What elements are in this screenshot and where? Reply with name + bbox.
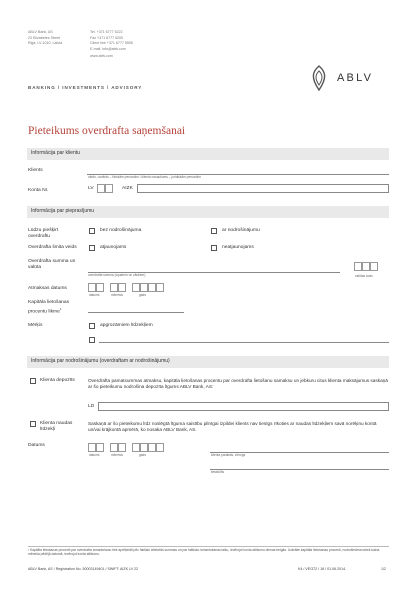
page-title: Pieteikums overdrafta saņemšanai xyxy=(28,125,186,137)
contact-line: Client line +371 6777 5555 xyxy=(90,41,133,46)
signature-hint: klienta paraksts, zīmogs xyxy=(211,453,246,457)
interest-label: Kapitāla lietošanas procentu likme$^1$ xyxy=(28,300,70,315)
contact-line: Fax +371 6777 5200 xyxy=(90,35,124,40)
signer-field[interactable] xyxy=(210,469,389,470)
date-cell[interactable] xyxy=(156,443,164,452)
date-year-hint: gads xyxy=(139,293,146,297)
other-purpose-checkbox[interactable] xyxy=(89,337,95,343)
repay-date-label: Atmaksas datums xyxy=(28,286,67,291)
date-label: Datums xyxy=(28,443,45,448)
client-hint: vārds, uzvārds – fiziskām personām / klienta nosaukums – juridiskām personām xyxy=(88,175,201,179)
renewable-checkbox[interactable] xyxy=(89,245,95,251)
section-collateral-info xyxy=(27,356,389,368)
deposit-checkbox[interactable] xyxy=(30,378,36,384)
overdraft-type-label: Lūdzu piešķirt overdraftu xyxy=(28,228,59,239)
lv-prefix: LV xyxy=(88,186,94,191)
date-month-hint: mēnesis xyxy=(111,293,123,297)
date-year-hint: gads xyxy=(139,453,146,457)
date-day-hint: datums xyxy=(89,293,100,297)
date-cell[interactable] xyxy=(118,443,126,452)
date-cell[interactable] xyxy=(132,283,140,292)
funds-label: Klienta naudas līdzekļi xyxy=(40,421,73,432)
ablv-logo-icon xyxy=(307,64,331,92)
account-cell[interactable] xyxy=(105,184,113,193)
date-cell[interactable] xyxy=(110,283,118,292)
date-cell[interactable] xyxy=(88,283,96,292)
nonrenewable-checkbox[interactable] xyxy=(211,245,217,251)
ld-label: LD xyxy=(88,404,95,409)
with-collateral-checkbox[interactable] xyxy=(211,228,217,234)
date-cell[interactable] xyxy=(132,443,140,452)
date-cell[interactable] xyxy=(96,283,104,292)
website: www.ablv.com xyxy=(90,54,113,59)
amount-label: Overdrafta summa un valūta xyxy=(28,259,76,270)
currency-cell[interactable] xyxy=(362,262,370,271)
date-month-hint: mēnesis xyxy=(111,453,123,457)
contact-line: Tel. +371 6777 5222 xyxy=(90,30,123,34)
bank-address xyxy=(28,30,62,47)
footer-left: ABLV Bank, AS / Registration No. 50003149401 / SWIFT: AIZK LV 22 xyxy=(28,567,139,571)
logo-text: ABLV xyxy=(337,72,374,84)
aizk-label: AIZK xyxy=(122,186,133,191)
address-line: Riga, LV-1010, Latvia xyxy=(28,41,63,46)
date-cell[interactable] xyxy=(148,283,156,292)
date-cell[interactable] xyxy=(110,443,118,452)
currency-hint: valūtas kods xyxy=(355,274,373,278)
deposit-agreement-input[interactable] xyxy=(98,402,389,411)
date-cell[interactable] xyxy=(156,283,164,292)
working-capital-label: apgrozāmiem līdzekļiem xyxy=(100,323,153,328)
other-purpose-field[interactable] xyxy=(99,342,389,343)
address-line: 23 Elizabetes Street xyxy=(28,35,61,40)
currency-cell[interactable] xyxy=(370,262,378,271)
currency-cell[interactable] xyxy=(354,262,362,271)
renewable-label: atjaunojams xyxy=(100,245,127,250)
section-title: Informācija par nodrošinājumu (overdraftam ar nodrošinājumu) xyxy=(31,358,170,364)
signer-hint: tiesiskībs xyxy=(211,470,225,474)
footnote: ¹ Kapitāla lietošanas procenti par overdrafta izmantošanu tiek aprēķināti pēc faktiski izlietotās summas un par faktisko izmantošanas laiku, ievērojot konta atlikumu dienas beigās. Uzkrātie kapitāla lietošanas procenti, nodrošināma tobek kaina mēneša pēdējā datumā, ievērojot konta atlikumu. xyxy=(28,548,380,557)
account-number-input[interactable] xyxy=(137,184,389,193)
bank-contacts xyxy=(90,30,133,60)
date-cell[interactable] xyxy=(118,283,126,292)
contact-line: E-mail: info@ablv.com xyxy=(90,46,126,51)
funds-text: Saskaņā ar šo pieteikumu līdz noslēgtā līguma saistību pilnīgai izpildei klients nav tiesīgs rīkoties ar naudas līdzekļiem savā norēķinu kontā un/vai krājkontā apmērā, ko nosaka ABLV Bank, AS. xyxy=(88,421,377,433)
no-collateral-label: bez nodrošinājuma xyxy=(100,228,142,233)
nonrenewable-label: neatjaunojams xyxy=(222,245,254,250)
date-cell[interactable] xyxy=(140,443,148,452)
date-cell[interactable] xyxy=(88,443,96,452)
working-capital-checkbox[interactable] xyxy=(89,323,95,329)
interest-field[interactable] xyxy=(88,312,184,313)
section-client-info xyxy=(27,148,389,160)
deposit-label: Klienta depozīts xyxy=(40,378,75,383)
purpose-label: Mērķis xyxy=(28,323,43,328)
tagline: BANKING / INVESTMENTS \ ADVISORY xyxy=(28,85,143,90)
deposit-text: Overdrafta pamatsummas atmaksu, kapitāla lietošanas procentu par overdrafta lietošanu samaksu un jebkuru citus klienta maksājumus saskaņā ar šo pieteikumu nodrošina depozīta līgums ABLV Bank, AS: xyxy=(88,378,388,390)
with-collateral-label: ar nodrošinājumu xyxy=(222,228,260,233)
date-cell[interactable] xyxy=(96,443,104,452)
address-line: ABLV Bank, AS xyxy=(28,30,53,34)
date-cell[interactable] xyxy=(148,443,156,452)
footnote-divider xyxy=(28,546,389,547)
account-cell[interactable] xyxy=(97,184,105,193)
section-title: Informācija par klientu xyxy=(31,150,80,156)
amount-hint: overdrafta summa (cipariem un vārdiem) xyxy=(88,273,146,277)
funds-checkbox[interactable] xyxy=(30,421,36,427)
footer-right: K4 / VE/372 / 18 / 01.06.2014. xyxy=(298,567,347,571)
section-request-info xyxy=(27,206,389,218)
page-number: 1/2 xyxy=(381,567,386,571)
no-collateral-checkbox[interactable] xyxy=(89,228,95,234)
section-title: Informācija par pieprasījumu xyxy=(31,208,95,214)
date-day-hint: datums xyxy=(89,453,100,457)
date-cell[interactable] xyxy=(140,283,148,292)
account-label: Konta Nr. xyxy=(28,188,49,193)
client-label: Klients xyxy=(28,168,43,173)
limit-type-label: Overdrafta limita veids xyxy=(28,245,77,250)
